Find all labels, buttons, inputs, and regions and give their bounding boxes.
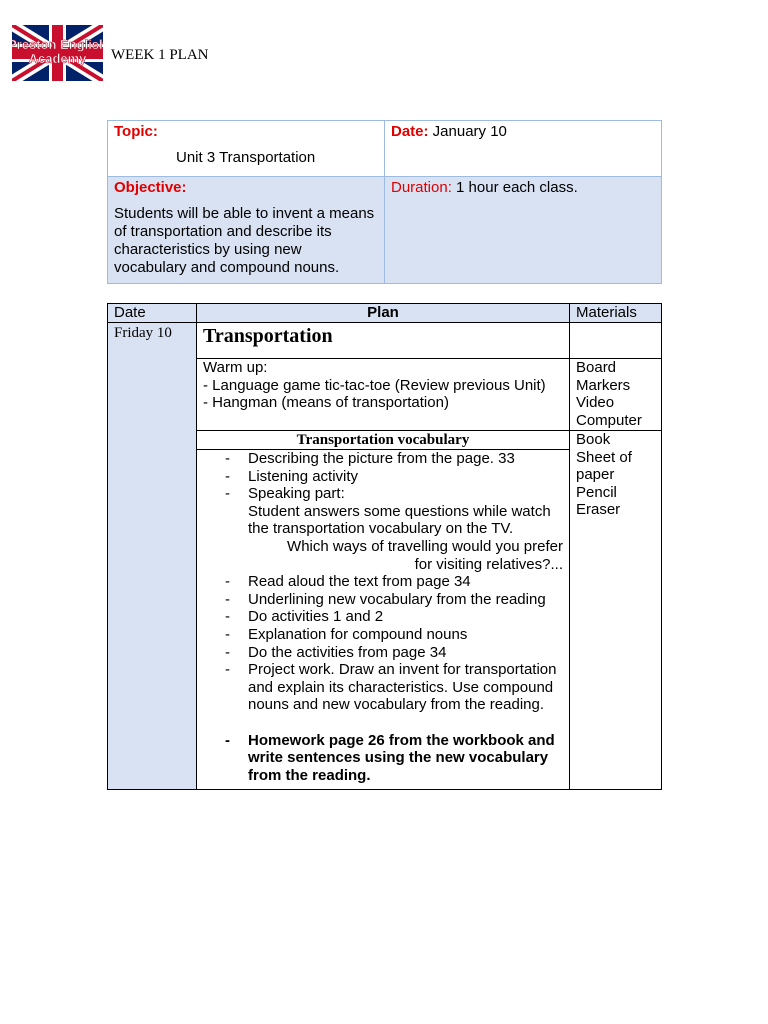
date-cell: Friday 10 [108,323,197,790]
activity-item: - Explanation for compound nouns [203,626,563,644]
activity-item: Student answers some questions while watch the transportation vocabulary on the TV. [248,502,551,538]
activity-item: - Do activities 1 and 2 [203,608,563,626]
material-item: Book [576,431,611,448]
activity-item: - Describing the picture from the page. 33 [203,450,563,468]
logo-line-1: Preston English [12,37,103,52]
activity-item: - Speaking part: [203,485,563,503]
academy-logo [12,25,103,81]
material-item: Computer [576,411,642,429]
col-header-materials: Materials [570,304,662,323]
duration-cell [385,177,662,284]
material-item: Eraser [576,501,621,519]
activity-item: - Project work. Draw an invent for transportation and explain its characteristics. Use compound nouns and new vocabulary from the reading. [203,661,563,714]
material-item: Video [576,394,615,412]
topic-label: Topic: [114,123,158,140]
date-label: Date: [391,123,429,140]
materials-activities-cell [570,431,662,790]
speaking-question: Which ways of travelling would you prefer for visiting relatives?... [287,537,563,573]
topic-value: Unit 3 Transportation [176,149,316,166]
material-item: Markers [576,376,631,394]
duration-value: 1 hour each class. [451,179,578,196]
info-table [107,120,662,284]
page-title: WEEK 1 PLAN [111,47,209,63]
activities-list-a [203,450,563,538]
material-item: Sheet of paper [576,448,632,484]
plan-table [107,303,662,790]
warmup-item: - Language game tic-tac-toe (Review previous Unit) [203,376,546,394]
date-cell [385,121,662,177]
topic-cell [108,121,385,177]
homework-item: - Homework page 26 from the workbook and write sentences using the new vocabulary from the reading. [203,732,563,785]
objective-text: Students will be able to invent a means of transportation and describe its characteristics by using new vocabulary and compound nouns. [114,205,375,276]
logo-line-2: Academy [28,51,87,66]
materials-warmup-cell [570,359,662,431]
warmup-item: - Hangman (means of transportation) [203,394,449,412]
materials-empty-cell [570,323,662,359]
activity-item: - Listening activity [203,468,563,486]
activities-cell [197,431,570,790]
col-header-date: Date [108,304,197,323]
warmup-label: Warm up: [203,359,268,376]
warmup-cell [197,359,570,431]
col-header-plan: Plan [197,304,570,323]
material-item: Board [576,359,617,376]
objective-cell [108,177,385,284]
date-value: January 10 [428,123,507,140]
material-item: Pencil [576,483,617,501]
activity-item: - Read aloud the text from page 34 [203,573,563,591]
duration-label: Duration: [391,179,452,196]
activity-item: - Do the activities from page 34 [203,644,563,662]
objective-label: Objective: [114,179,187,196]
activity-item: - Underlining new vocabulary from the reading [203,591,563,609]
plan-header-row [108,304,662,323]
vocab-heading: Transportation vocabulary [197,431,569,450]
lesson-title: Transportation [197,323,570,359]
activities-list-b [203,573,563,784]
spacer [203,714,563,732]
